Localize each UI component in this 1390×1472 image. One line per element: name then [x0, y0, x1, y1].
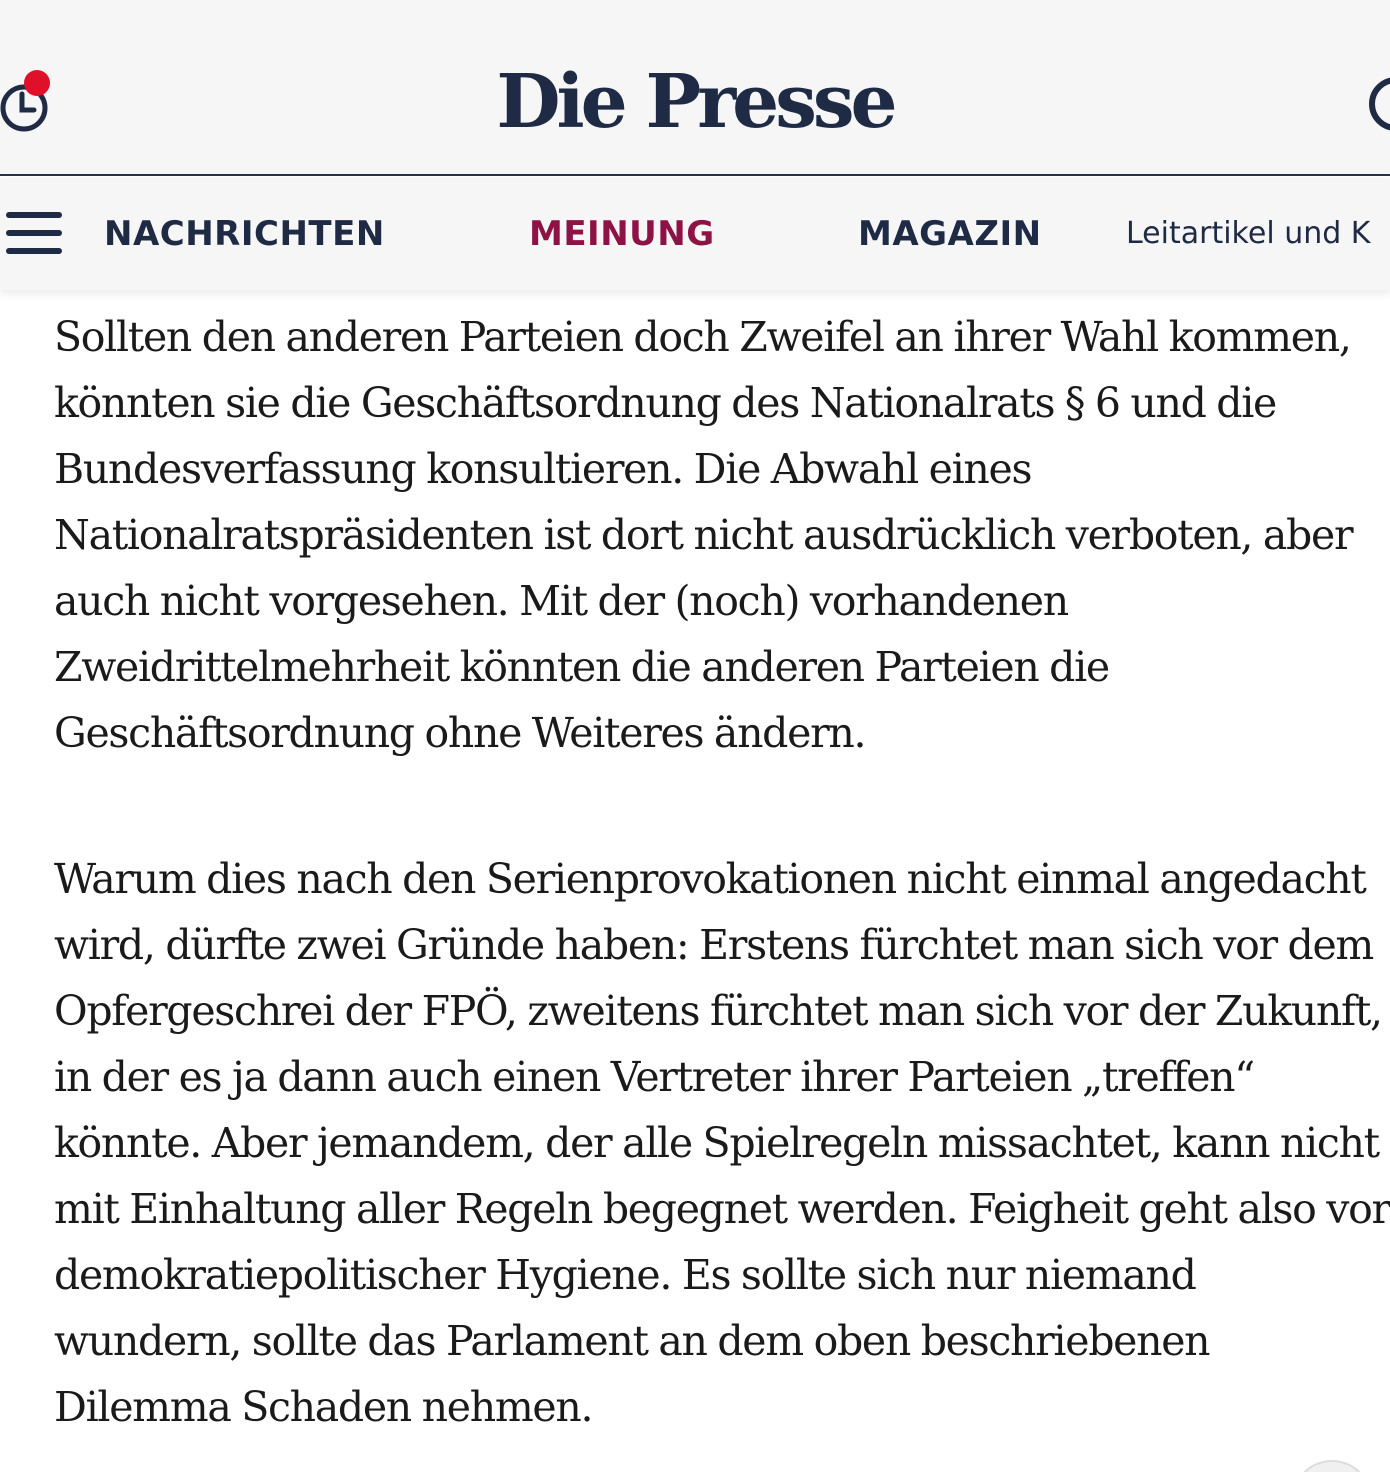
nav-item-nachrichten[interactable]: NACHRICHTEN — [104, 214, 385, 254]
masthead — [0, 0, 1390, 176]
nav-item-meinung[interactable]: MEINUNG — [529, 214, 715, 254]
scroll-to-top-button[interactable] — [1292, 1460, 1372, 1472]
site-logo[interactable]: Die Presse — [496, 59, 894, 145]
main-navigation — [0, 178, 1390, 290]
subnav-item-leitartikel[interactable]: Leitartikel und K — [1126, 216, 1371, 251]
article-paragraph: Sollten den anderen Parteien doch Zweifel an ihrer Wahl kommen, könnten sie die Geschäftsordnung des Nationalrats § 6 und die Bundesverfassung konsultieren. Die Abwahl eines Nationalratspräsidenten ist dort nicht ausdrücklich verboten, aber auch nicht vorgesehen. Mit der (noch) vorhandenen Zweidrittelmehrheit könnten die anderen Parteien die Geschäftsordnung ohne Weiteres ändern. — [54, 313, 1353, 757]
nav-item-magazin[interactable]: MAGAZIN — [858, 214, 1042, 254]
search-button[interactable] — [1366, 74, 1390, 134]
article-body — [54, 304, 1390, 1440]
search-icon — [1366, 74, 1390, 134]
hamburger-menu-icon[interactable] — [6, 212, 62, 256]
article-paragraph: Warum dies nach den Serienprovokationen nicht einmal angedacht wird, dürfte zwei Gründe haben: Erstens fürchtet man sich vor dem Opfergeschrei der FPÖ, zweitens fürchtet man sich vor der Zukunft, in der es ja dann auch einen Vertreter ihrer Parteien „treffen“ könnte. Aber jemandem, der alle Spielregeln missachtet, kann nicht mit Einhaltung aller Regeln begegnet werden. Feigheit geht also vor demokratiepolitischer Hygiene. Es sollte sich nur niemand wundern, sollte das Parlament an dem oben beschriebenen Dilemma Schaden nehmen. — [54, 855, 1390, 1431]
